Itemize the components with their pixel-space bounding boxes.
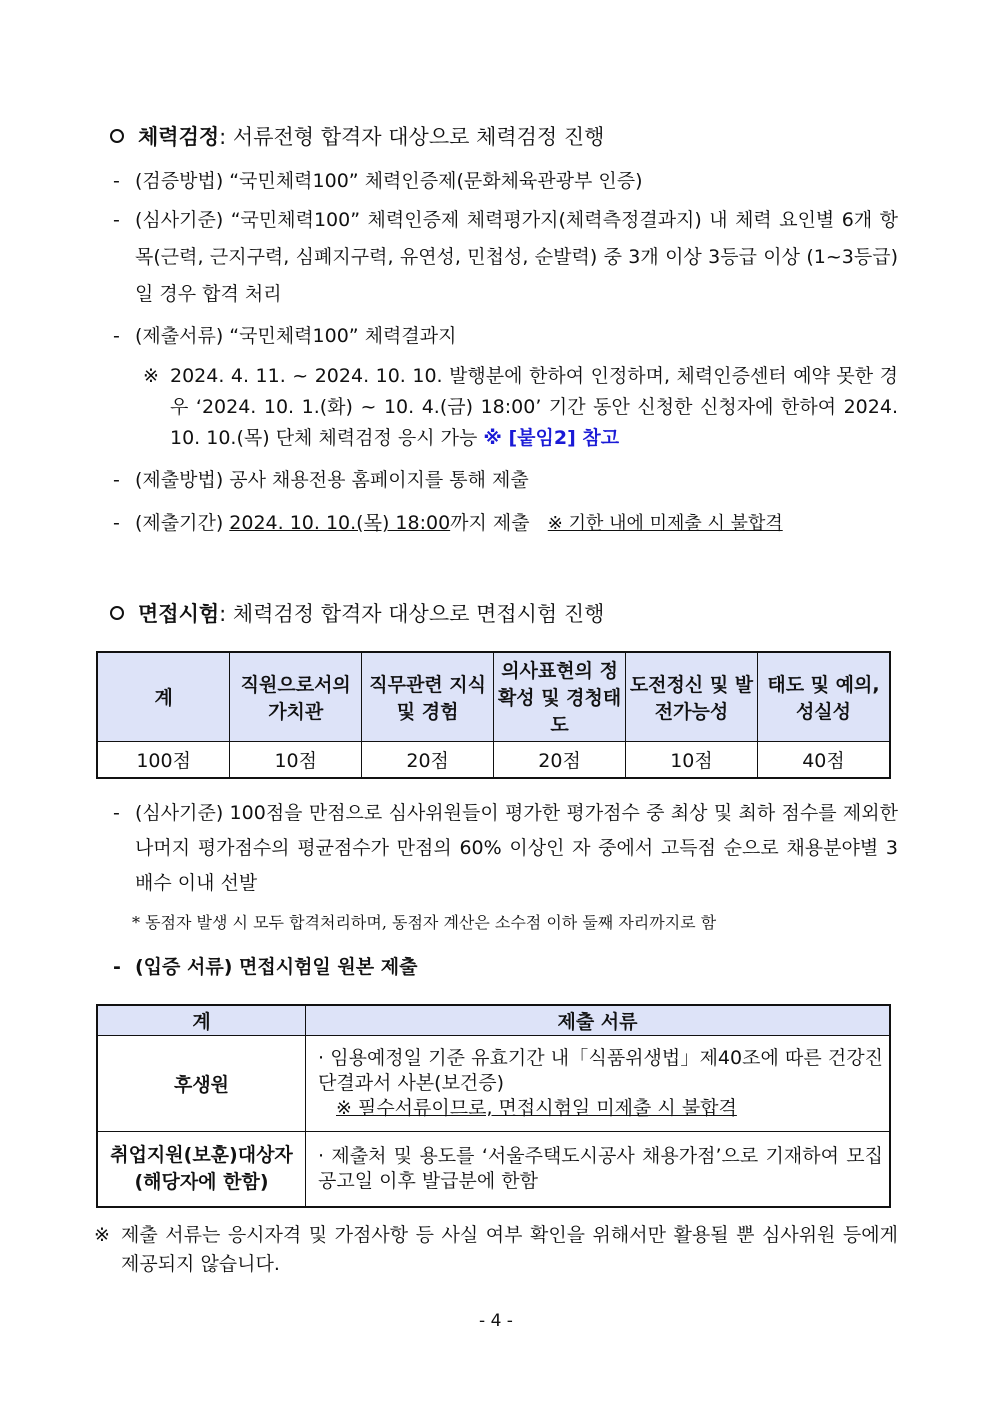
column-header: 제출 서류 bbox=[306, 1005, 891, 1036]
score-cell: 20점 bbox=[362, 741, 494, 778]
note bbox=[143, 361, 898, 454]
section-heading-interview bbox=[110, 598, 604, 628]
column-header: 태도 및 예의, 성실성 bbox=[757, 652, 890, 741]
attachment-reference: ※ [붙임2] 참고 bbox=[483, 427, 620, 449]
page-number: - 4 - bbox=[479, 1311, 513, 1331]
item-text: (검증방법) “국민체력100” 체력인증제(문화체육관광부 인증) bbox=[135, 170, 643, 192]
circle-bullet-icon bbox=[110, 606, 124, 620]
table-row bbox=[97, 1132, 890, 1207]
heading-title: 면접시험 bbox=[138, 602, 220, 626]
score-cell: 10점 bbox=[626, 741, 758, 778]
period-label: (제출기간) bbox=[135, 512, 230, 534]
note-mark: ※ bbox=[94, 1224, 110, 1246]
documents-table bbox=[96, 1004, 891, 1208]
circle-bullet-icon bbox=[110, 129, 124, 143]
footer-note bbox=[94, 1221, 898, 1279]
list-item: - (제출서류) “국민체력100” 체력결과지 bbox=[113, 318, 898, 355]
doc-text: · 제출처 및 용도를 ‘서울주택도시공사 채용가점’으로 기재하여 모집공고일 이후 발급분에 한함 bbox=[306, 1132, 891, 1207]
list-item: - (제출방법) 공사 채용전용 홈페이지를 통해 제출 bbox=[113, 462, 898, 499]
note-text: 2024. 4. 11. ~ 2024. 10. 10. 발행분에 한하여 인정하며, 체력인증센터 예약 못한 경우 ‘2024. 10. 1.(화) ~ 10. 4.(금) 18:00’ 기간 동안 신청한 신청자에 한하여 2024. 10. 10.(목) 단체 체력검정 응시 가능 bbox=[170, 365, 898, 449]
score-cell: 20점 bbox=[494, 741, 626, 778]
list-item: - (검증방법) “국민체력100” 체력인증제(문화체육관광부 인증) bbox=[113, 163, 898, 200]
table-row bbox=[97, 1036, 890, 1132]
score-cell: 40점 bbox=[757, 741, 890, 778]
list-item: - (심사기준) “국민체력100” 체력인증제 체력평가지(체력측정결과지) 내 체력 요인별 6개 항목(근력, 근지구력, 심폐지구력, 유연성, 민첩성, 순발력) 중 3개 이상 3등급 이상 (1~3등급)일 경우 합격 처리 bbox=[113, 202, 898, 313]
heading-text: : 서류전형 합격자 대상으로 체력검정 진행 bbox=[219, 125, 605, 149]
column-header: 직무관련 지식 및 경험 bbox=[362, 652, 494, 741]
item-text: (제출서류) “국민체력100” 체력결과지 bbox=[135, 325, 457, 347]
note-text: 제출 서류는 응시자격 및 가점사항 등 사실 여부 확인을 위해서만 활용될 뿐 심사위원 등에게 제공되지 않습니다. bbox=[121, 1224, 898, 1275]
score-table bbox=[96, 651, 891, 779]
deadline-date: 2024. 10. 10.(목) 18:00 bbox=[229, 512, 451, 534]
item-text: (제출방법) 공사 채용전용 홈페이지를 통해 제출 bbox=[135, 469, 529, 491]
tie-note: * 동점자 발생 시 모두 합격처리하며, 동점자 계산은 소수점 이하 둘째 자리까지로 함 bbox=[132, 913, 717, 932]
heading-title: 체력검정 bbox=[138, 125, 220, 149]
item-text: (심사기준) “국민체력100” 체력인증제 체력평가지(체력측정결과지) 내 체력 요인별 6개 항목(근력, 근지구력, 심폐지구력, 유연성, 민첩성, 순발력) 중 3개 이상 3등급 이상 (1~3등급)일 경우 합격 처리 bbox=[135, 209, 898, 305]
list-item: - (제출기간) 2024. 10. 10.(목) 18:00까지 제출 ※ 기한 내에 미제출 시 불합격 bbox=[113, 512, 783, 534]
item-text: (심사기준) 100점을 만점으로 심사위원들이 평가한 평가점수 중 최상 및 최하 점수를 제외한 나머지 평가점수의 평균점수가 만점의 60% 이상인 자 중에서 고득점 순으로 채용분야별 3배수 이내 선발 bbox=[135, 802, 898, 894]
heading-text: : 체력검정 합격자 대상으로 면접시험 진행 bbox=[219, 602, 605, 626]
doc-warning: ※ 필수서류이므로, 면접시험일 미제출 시 불합격 bbox=[336, 1097, 737, 1119]
score-cell: 10점 bbox=[230, 741, 362, 778]
column-header: 계 bbox=[97, 652, 230, 741]
deadline-warning: ※ 기한 내에 미제출 시 불합격 bbox=[547, 513, 783, 534]
score-cell: 100점 bbox=[97, 741, 230, 778]
column-header: 직원으로서의 가치관 bbox=[230, 652, 362, 741]
section-heading-fitness bbox=[110, 121, 604, 151]
list-item: - (입증 서류) 면접시험일 원본 제출 bbox=[113, 949, 898, 986]
column-header: 계 bbox=[97, 1005, 306, 1036]
column-header: 의사표현의 정확성 및 경청태도 bbox=[494, 652, 626, 741]
doc-text: · 임용예정일 기준 유효기간 내「식품위생법」제40조에 따른 건강진단결과서 사본(보건증) bbox=[318, 1047, 883, 1094]
category-cell: 후생원 bbox=[97, 1036, 306, 1132]
period-rest: 까지 제출 bbox=[450, 512, 530, 534]
column-header: 도전정신 및 발전가능성 bbox=[626, 652, 758, 741]
item-text: (입증 서류) 면접시험일 원본 제출 bbox=[135, 956, 418, 978]
category-cell: 취업지원(보훈)대상자 (해당자에 한함) bbox=[97, 1132, 306, 1207]
note-mark: ※ bbox=[143, 365, 159, 387]
list-item: - (심사기준) 100점을 만점으로 심사위원들이 평가한 평가점수 중 최상 및 최하 점수를 제외한 나머지 평가점수의 평균점수가 만점의 60% 이상인 자 중에서 고득점 순으로 채용분야별 3배수 이내 선발 bbox=[113, 796, 898, 901]
